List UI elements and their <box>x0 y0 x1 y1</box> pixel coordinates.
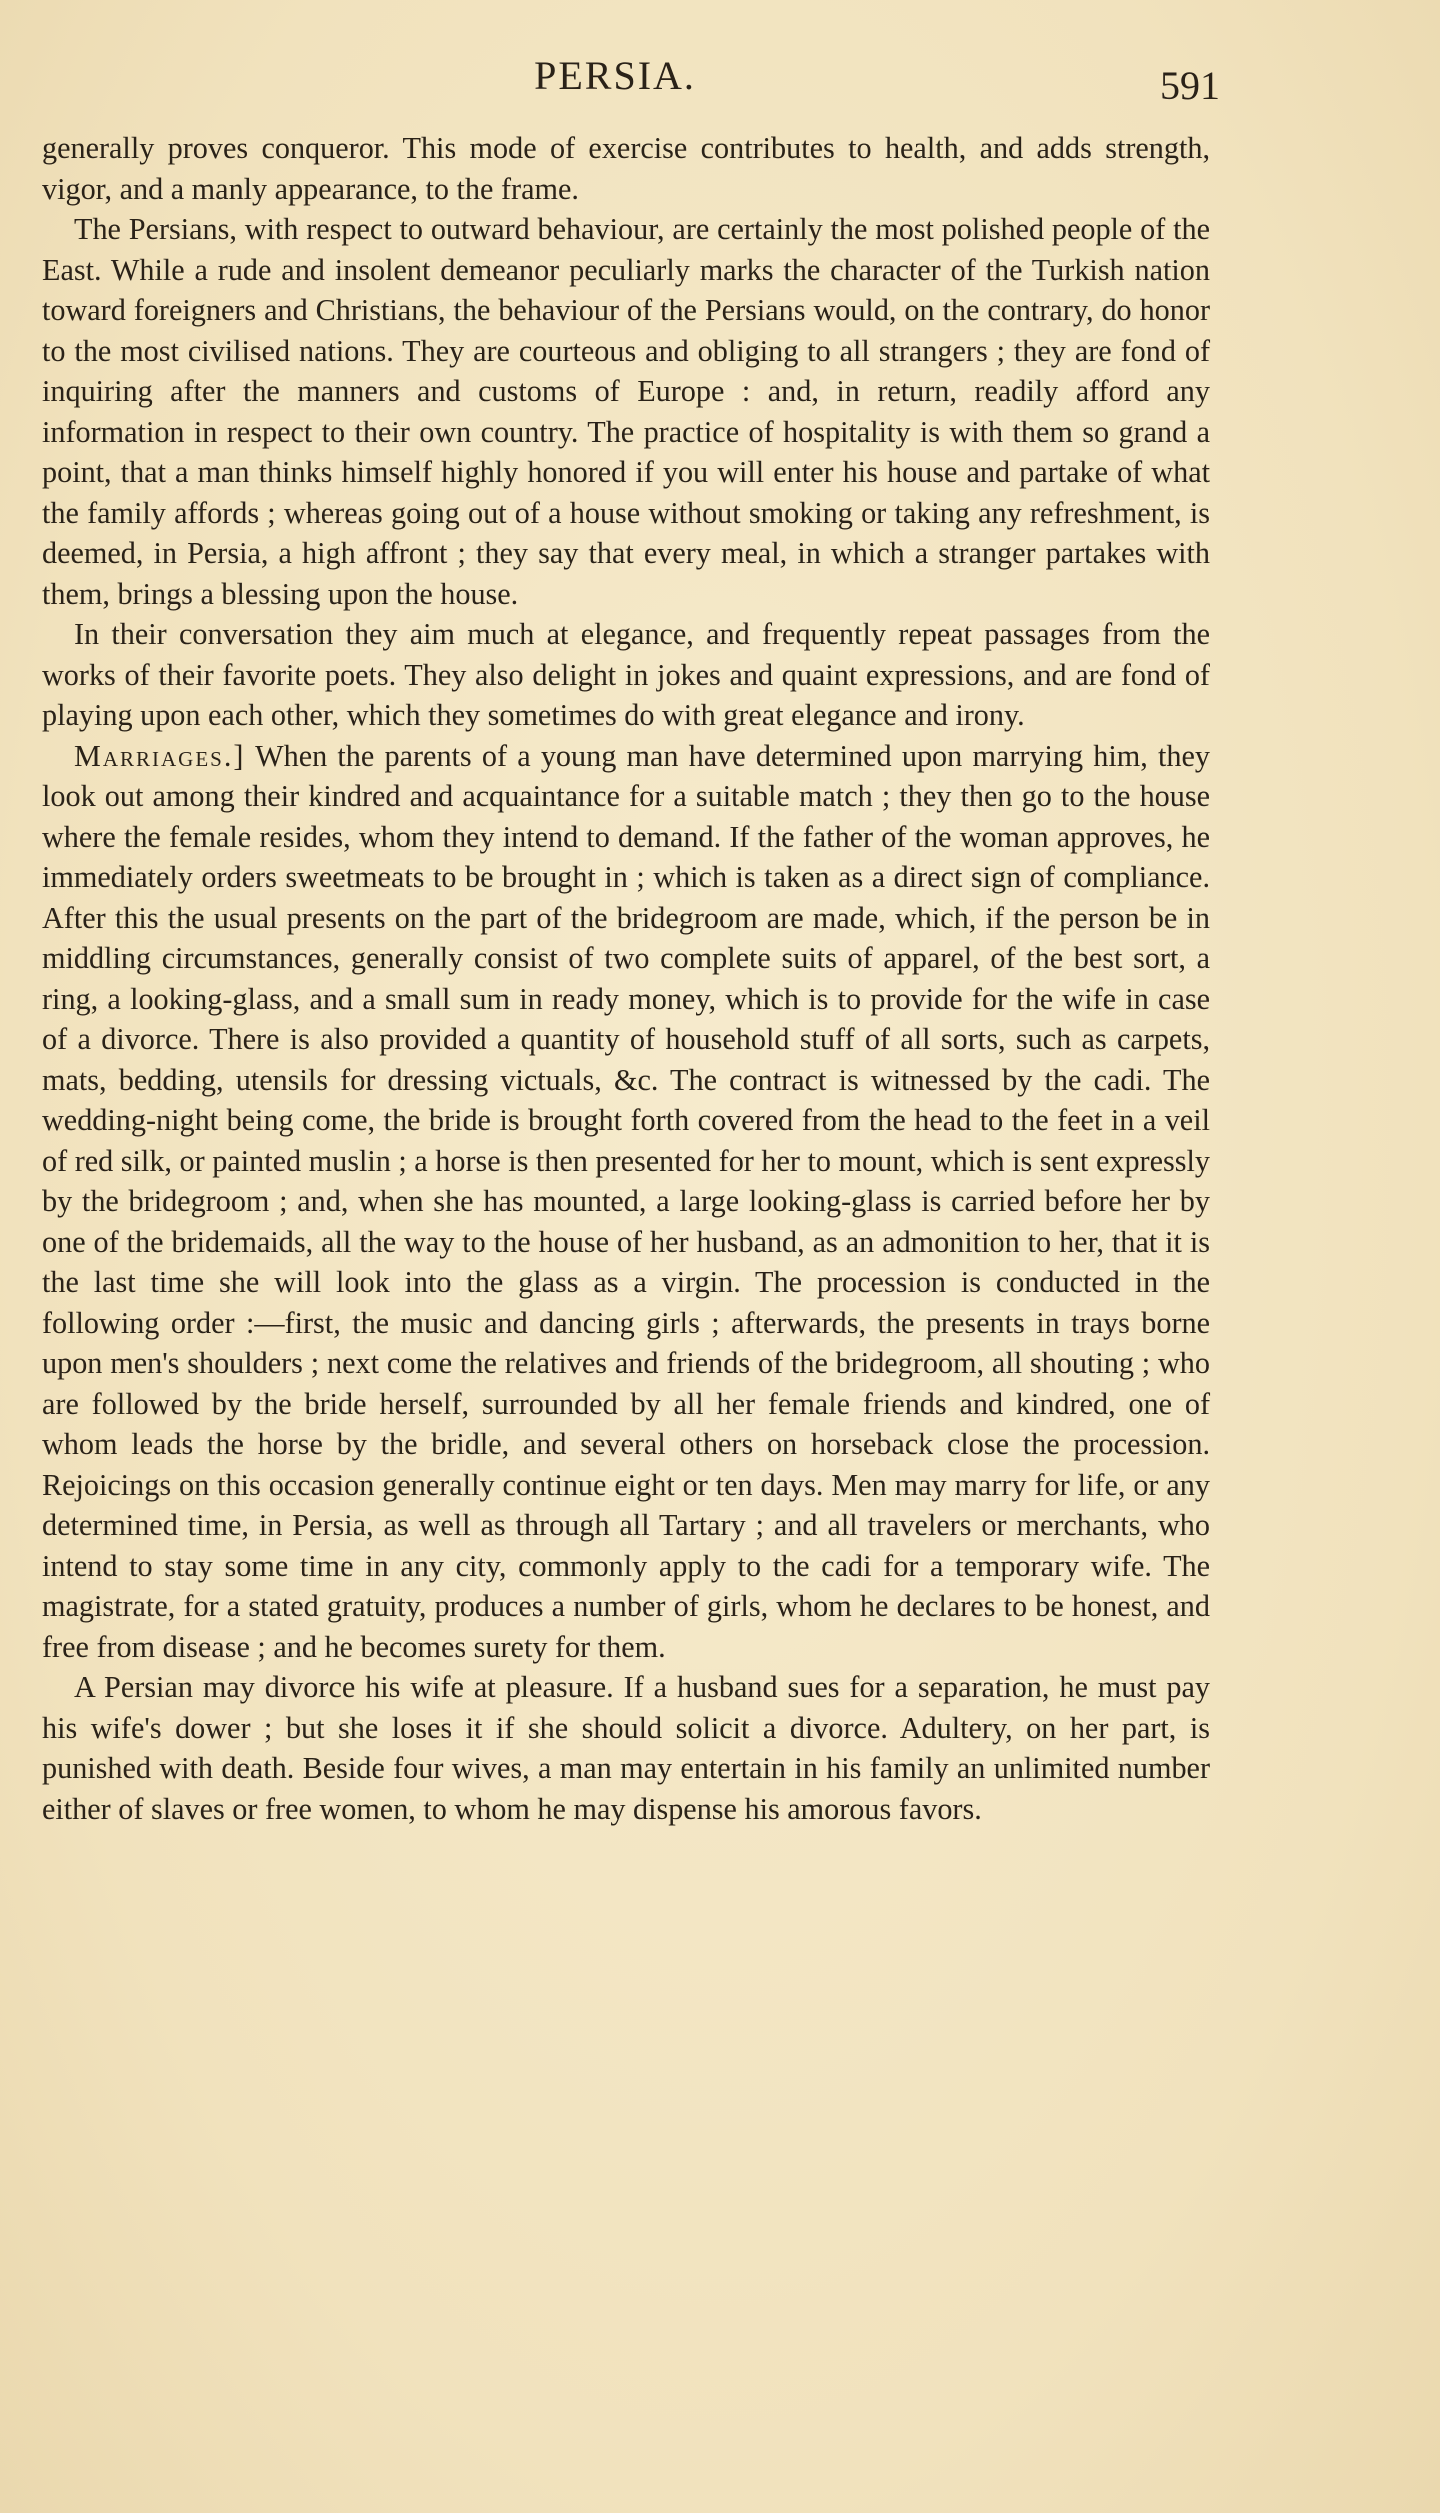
paragraph-4-text: When the parents of a young man have determined upon marrying him, they look out among their kindred and acquaintance for a suitable match ; they then go to the house where the female resides, whom they intend to demand. If the father of the woman approves, he immediately orders sweetmeats to be brought in ; which is taken as a direct sign of compliance. After this the usual presents on the part of the bridegroom are made, which, if the person be in middling circumstances, generally consist of two complete suits of apparel, of the best sort, a ring, a looking-glass, and a small sum in ready money, which is to provide for the wife in case of a divorce. There is also provided a quantity of household stuff of all sorts, such as carpets, mats, bedding, utensils for dressing victuals, &c. The contract is witnessed by the cadi. The wedding-night being come, the bride is brought forth covered from the head to the feet in a veil of red silk, or painted muslin ; a horse is then presented for her to mount, which is sent expressly by the bridegroom ; and, when she has mounted, a large looking-glass is carried before her by one of the bridemaids, all the way to the house of her husband, as an admonition to her, that it is the last time she will look into the glass as a virgin. The procession is conducted in the following order :—first, the music and dancing girls ; afterwards, the presents in trays borne upon men's shoulders ; next come the relatives and friends of the bridegroom, all shouting ; who are followed by the bride herself, surrounded by all her female friends and kindred, one of whom leads the horse by the bridle, and several others on horseback close the procession. Rejoicings on this occasion generally continue eight or ten days. Men may marry for life, or any determined time, in Persia, as well as through all Tartary ; and all travelers or merchants, who intend to stay some time in any city, commonly apply to the cadi for a temporary wife. The magistrate, for a stated gratuity, produces a number of girls, whom he declares to be honest, and free from disease ; and he becomes surety for them. <box>42 738 1210 1664</box>
paragraph-5: A Persian may divorce his wife at pleasure. If a husband sues for a separation, he must pay his wife's dower ; but she loses it if she should solicit a divorce. Adultery, on her part, is punished with death. Beside four wives, a man may entertain in his family an unlimited number either of slaves or free women, to whom he may dispense his amorous favors. <box>42 1670 1210 1826</box>
paragraph-1: generally proves conqueror. This mode of exercise contributes to health, and adds strength, vigor, and a manly appearance, to the frame. <box>42 131 1210 206</box>
page-header <box>40 52 1220 112</box>
running-title: PERSIA. <box>534 53 696 98</box>
paragraph-4 <box>42 736 1210 1668</box>
section-heading-marriages: Marriages.] <box>74 738 246 773</box>
paragraph-2: The Persians, with respect to outward behaviour, are certainly the most polished people of the East. While a rude and insolent demeanor peculiarly marks the character of the Turkish nation toward foreigners and Christians, the behaviour of the Persians would, on the contrary, do honor to the most civilised nations. They are courteous and obliging to all strangers ; they are fond of inquiring after the manners and customs of Europe : and, in return, readily afford any information in respect to their own country. The practice of hospitality is with them so grand a point, that a man thinks himself highly honored if you will enter his house and partake of what the family affords ; whereas going out of a house without smoking or taking any refreshment, is deemed, in Persia, a high affront ; they say that every meal, in which a stranger partakes with them, brings a blessing upon the house. <box>42 212 1210 611</box>
paragraph-3: In their conversation they aim much at elegance, and frequently repeat passages from the works of their favorite poets. They also delight in jokes and quaint expressions, and are fond of playing upon each other, which they sometimes do with great elegance and irony. <box>42 617 1210 732</box>
body-text <box>42 128 1210 1829</box>
page-number: 591 <box>1160 63 1220 108</box>
